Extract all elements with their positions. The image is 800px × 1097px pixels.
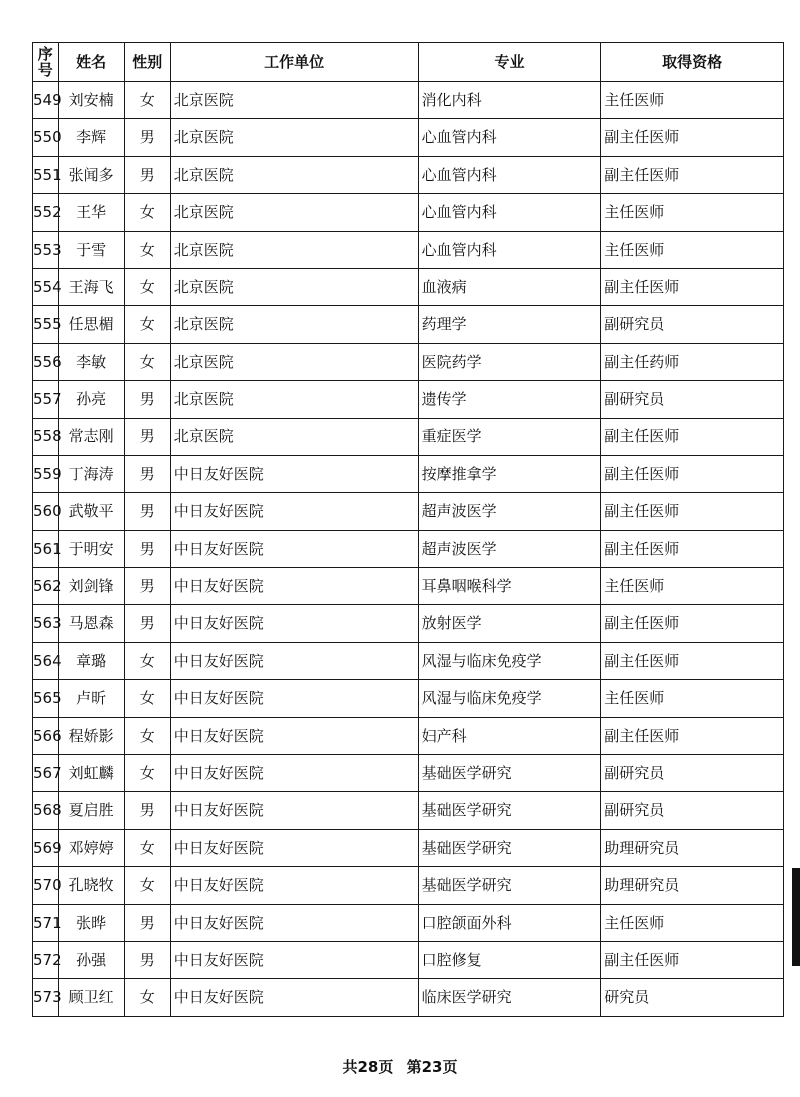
cell-unit: 中日友好医院 (170, 680, 418, 717)
cell-qual: 副主任医师 (601, 156, 784, 193)
cell-unit: 中日友好医院 (170, 792, 418, 829)
table-row (33, 792, 784, 829)
cell-unit: 北京医院 (170, 82, 418, 119)
cell-unit: 北京医院 (170, 343, 418, 380)
cell-major: 风湿与临床免疫学 (418, 680, 601, 717)
cell-no: 572 (33, 941, 59, 978)
cell-major: 基础医学研究 (418, 792, 601, 829)
cell-unit: 中日友好医院 (170, 568, 418, 605)
cell-name: 于雪 (58, 231, 124, 268)
cell-no: 567 (33, 755, 59, 792)
cell-no: 557 (33, 381, 59, 418)
cell-unit: 中日友好医院 (170, 867, 418, 904)
cell-unit: 中日友好医院 (170, 455, 418, 492)
cell-sex: 女 (124, 343, 170, 380)
table-row (33, 268, 784, 305)
table-row (33, 119, 784, 156)
cell-no: 568 (33, 792, 59, 829)
cell-name: 卢昕 (58, 680, 124, 717)
cell-unit: 北京医院 (170, 194, 418, 231)
cell-major: 基础医学研究 (418, 867, 601, 904)
cell-name: 刘虹麟 (58, 755, 124, 792)
cell-sex: 女 (124, 829, 170, 866)
cell-sex: 女 (124, 306, 170, 343)
cell-qual: 研究员 (601, 979, 784, 1016)
cell-no: 564 (33, 642, 59, 679)
cell-no: 550 (33, 119, 59, 156)
cell-major: 药理学 (418, 306, 601, 343)
cell-qual: 副主任医师 (601, 418, 784, 455)
cell-sex: 女 (124, 268, 170, 305)
cell-unit: 北京医院 (170, 119, 418, 156)
cell-major: 基础医学研究 (418, 829, 601, 866)
header-row (33, 43, 784, 82)
cell-no: 563 (33, 605, 59, 642)
cell-qual: 助理研究员 (601, 829, 784, 866)
table-row (33, 680, 784, 717)
cell-sex: 女 (124, 867, 170, 904)
table-row (33, 829, 784, 866)
cell-unit: 中日友好医院 (170, 642, 418, 679)
cell-qual: 副主任医师 (601, 455, 784, 492)
page-total: 共28页 (342, 1058, 394, 1076)
table-row (33, 381, 784, 418)
cell-name: 夏启胜 (58, 792, 124, 829)
table-row (33, 642, 784, 679)
cell-sex: 女 (124, 979, 170, 1016)
cell-no: 552 (33, 194, 59, 231)
cell-qual: 助理研究员 (601, 867, 784, 904)
cell-major: 按摩推拿学 (418, 455, 601, 492)
cell-unit: 中日友好医院 (170, 904, 418, 941)
cell-qual: 副研究员 (601, 306, 784, 343)
cell-major: 心血管内科 (418, 156, 601, 193)
table-body (33, 82, 784, 1017)
cell-qual: 副主任医师 (601, 268, 784, 305)
cell-unit: 北京医院 (170, 381, 418, 418)
table-row (33, 194, 784, 231)
cell-name: 邓婷婷 (58, 829, 124, 866)
page-current: 第23页 (406, 1058, 458, 1076)
cell-unit: 北京医院 (170, 231, 418, 268)
cell-unit: 中日友好医院 (170, 829, 418, 866)
cell-no: 566 (33, 717, 59, 754)
page-footer (0, 1056, 800, 1077)
cell-qual: 副主任药师 (601, 343, 784, 380)
table-row (33, 941, 784, 978)
cell-major: 口腔颌面外科 (418, 904, 601, 941)
cell-name: 常志刚 (58, 418, 124, 455)
header-sex: 性别 (124, 43, 170, 82)
cell-name: 李辉 (58, 119, 124, 156)
table-row (33, 568, 784, 605)
cell-major: 心血管内科 (418, 231, 601, 268)
cell-qual: 副研究员 (601, 755, 784, 792)
cell-sex: 女 (124, 717, 170, 754)
cell-name: 孙强 (58, 941, 124, 978)
cell-sex: 女 (124, 231, 170, 268)
cell-major: 医院药学 (418, 343, 601, 380)
cell-name: 刘安楠 (58, 82, 124, 119)
cell-major: 遗传学 (418, 381, 601, 418)
cell-sex: 男 (124, 418, 170, 455)
cell-no: 556 (33, 343, 59, 380)
cell-unit: 北京医院 (170, 418, 418, 455)
cell-qual: 主任医师 (601, 680, 784, 717)
cell-sex: 男 (124, 605, 170, 642)
cell-no: 558 (33, 418, 59, 455)
cell-major: 超声波医学 (418, 493, 601, 530)
cell-sex: 男 (124, 455, 170, 492)
cell-major: 风湿与临床免疫学 (418, 642, 601, 679)
cell-no: 561 (33, 530, 59, 567)
cell-major: 基础医学研究 (418, 755, 601, 792)
cell-unit: 北京医院 (170, 268, 418, 305)
cell-name: 武敬平 (58, 493, 124, 530)
cell-name: 王华 (58, 194, 124, 231)
cell-no: 562 (33, 568, 59, 605)
cell-major: 放射医学 (418, 605, 601, 642)
cell-sex: 男 (124, 568, 170, 605)
cell-major: 耳鼻咽喉科学 (418, 568, 601, 605)
cell-name: 孙亮 (58, 381, 124, 418)
cell-qual: 副主任医师 (601, 530, 784, 567)
table-row (33, 904, 784, 941)
header-qual: 取得资格 (601, 43, 784, 82)
table-row (33, 82, 784, 119)
cell-qual: 副主任医师 (601, 493, 784, 530)
cell-major: 口腔修复 (418, 941, 601, 978)
cell-name: 刘剑锋 (58, 568, 124, 605)
cell-name: 于明安 (58, 530, 124, 567)
cell-no: 573 (33, 979, 59, 1016)
cell-sex: 男 (124, 156, 170, 193)
cell-unit: 中日友好医院 (170, 717, 418, 754)
cell-major: 临床医学研究 (418, 979, 601, 1016)
cell-qual: 主任医师 (601, 194, 784, 231)
header-no: 序号 (33, 43, 59, 82)
cell-sex: 男 (124, 493, 170, 530)
cell-major: 妇产科 (418, 717, 601, 754)
cell-no: 565 (33, 680, 59, 717)
table-row (33, 343, 784, 380)
table-row (33, 605, 784, 642)
cell-qual: 主任医师 (601, 82, 784, 119)
scan-edge-mark (792, 868, 800, 966)
cell-no: 559 (33, 455, 59, 492)
cell-qual: 副主任医师 (601, 642, 784, 679)
cell-name: 任思楣 (58, 306, 124, 343)
cell-name: 李敏 (58, 343, 124, 380)
header-unit: 工作单位 (170, 43, 418, 82)
cell-no: 551 (33, 156, 59, 193)
cell-name: 马恩森 (58, 605, 124, 642)
header-major: 专业 (418, 43, 601, 82)
cell-unit: 中日友好医院 (170, 605, 418, 642)
cell-name: 章璐 (58, 642, 124, 679)
cell-unit: 中日友好医院 (170, 941, 418, 978)
cell-no: 560 (33, 493, 59, 530)
cell-qual: 副研究员 (601, 792, 784, 829)
cell-name: 孔晓牧 (58, 867, 124, 904)
cell-major: 超声波医学 (418, 530, 601, 567)
table-row (33, 418, 784, 455)
table-row (33, 717, 784, 754)
cell-name: 丁海涛 (58, 455, 124, 492)
cell-major: 血液病 (418, 268, 601, 305)
cell-no: 570 (33, 867, 59, 904)
cell-no: 571 (33, 904, 59, 941)
cell-unit: 中日友好医院 (170, 979, 418, 1016)
table-row (33, 455, 784, 492)
cell-qual: 主任医师 (601, 568, 784, 605)
cell-sex: 男 (124, 530, 170, 567)
cell-no: 554 (33, 268, 59, 305)
cell-name: 王海飞 (58, 268, 124, 305)
cell-qual: 副研究员 (601, 381, 784, 418)
cell-sex: 男 (124, 904, 170, 941)
cell-sex: 女 (124, 82, 170, 119)
table-row (33, 530, 784, 567)
cell-qual: 主任医师 (601, 231, 784, 268)
cell-sex: 男 (124, 119, 170, 156)
cell-qual: 副主任医师 (601, 605, 784, 642)
cell-no: 555 (33, 306, 59, 343)
cell-sex: 女 (124, 194, 170, 231)
table-row (33, 231, 784, 268)
cell-major: 心血管内科 (418, 194, 601, 231)
cell-name: 程娇影 (58, 717, 124, 754)
cell-sex: 女 (124, 755, 170, 792)
cell-qual: 副主任医师 (601, 941, 784, 978)
cell-sex: 男 (124, 792, 170, 829)
cell-name: 顾卫红 (58, 979, 124, 1016)
cell-unit: 北京医院 (170, 306, 418, 343)
table-row (33, 755, 784, 792)
cell-major: 消化内科 (418, 82, 601, 119)
cell-no: 549 (33, 82, 59, 119)
cell-unit: 中日友好医院 (170, 493, 418, 530)
cell-sex: 男 (124, 941, 170, 978)
header-name: 姓名 (58, 43, 124, 82)
table-row (33, 306, 784, 343)
cell-major: 重症医学 (418, 418, 601, 455)
cell-name: 张闻多 (58, 156, 124, 193)
cell-unit: 中日友好医院 (170, 530, 418, 567)
cell-name: 张晔 (58, 904, 124, 941)
cell-qual: 主任医师 (601, 904, 784, 941)
cell-unit: 中日友好医院 (170, 755, 418, 792)
cell-qual: 副主任医师 (601, 717, 784, 754)
qualification-table (32, 42, 784, 1017)
cell-unit: 北京医院 (170, 156, 418, 193)
cell-sex: 女 (124, 642, 170, 679)
cell-sex: 女 (124, 680, 170, 717)
cell-no: 553 (33, 231, 59, 268)
cell-qual: 副主任医师 (601, 119, 784, 156)
cell-no: 569 (33, 829, 59, 866)
cell-sex: 男 (124, 381, 170, 418)
table-row (33, 156, 784, 193)
table-header (33, 43, 784, 82)
table-row (33, 867, 784, 904)
cell-major: 心血管内科 (418, 119, 601, 156)
table-row (33, 979, 784, 1016)
table-row (33, 493, 784, 530)
